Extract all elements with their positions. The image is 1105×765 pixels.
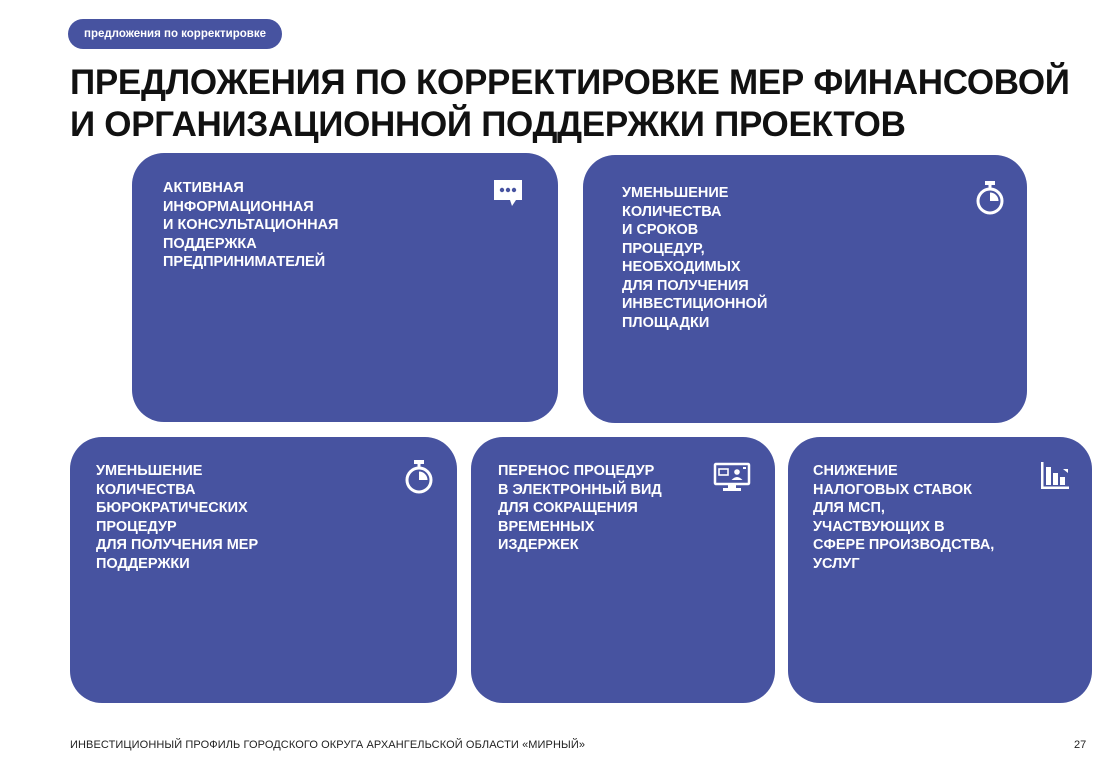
card-line: ПРОЦЕДУР, <box>622 240 705 257</box>
card-line: ИНФОРМАЦИОННАЯ <box>163 198 314 215</box>
card-line: НАЛОГОВЫХ СТАВОК <box>813 481 973 498</box>
card-line: ПОДДЕРЖКА <box>163 235 257 252</box>
card-line: И СРОКОВ <box>622 222 699 238</box>
card-text <box>813 462 994 573</box>
card-bureaucracy <box>70 437 457 703</box>
card-line: ПРОЦЕДУР <box>96 518 177 535</box>
card-line: ДЛЯ СОКРАЩЕНИЯ <box>498 500 638 516</box>
stopwatch-icon <box>403 459 435 495</box>
card-line: СФЕРЕ ПРОИЗВОДСТВА, <box>813 537 995 553</box>
card-info-support <box>132 153 558 422</box>
card-tax-rates <box>788 437 1092 703</box>
card-line: ПОДДЕРЖКИ <box>96 555 190 572</box>
card-text <box>498 462 662 555</box>
card-line: КОЛИЧЕСТВА <box>622 203 722 220</box>
card-line: СНИЖЕНИЕ <box>813 463 898 479</box>
card-text <box>163 179 338 272</box>
bar-chart-icon <box>1039 459 1071 491</box>
card-line: УМЕНЬШЕНИЕ <box>96 463 203 479</box>
title-line: ПРЕДЛОЖЕНИЯ ПО КОРРЕКТИРОВКЕ МЕР ФИНАНСОВОЙ <box>70 63 1070 102</box>
card-investment-procedures <box>583 155 1027 423</box>
card-line: ПЕРЕНОС ПРОЦЕДУР <box>498 463 655 479</box>
card-line: КОЛИЧЕСТВА <box>96 481 196 498</box>
page-number: 27 <box>1074 739 1087 751</box>
card-electronic-procedures <box>471 437 775 703</box>
monitor-screen-icon <box>713 461 751 493</box>
card-line: БЮРОКРАТИЧЕСКИХ <box>96 500 248 516</box>
card-line: ДЛЯ МСП, <box>813 500 885 516</box>
card-line: ИНВЕСТИЦИОННОЙ <box>622 296 768 312</box>
card-line: В ЭЛЕКТРОННЫЙ ВИД <box>498 481 662 498</box>
card-text <box>96 462 258 573</box>
card-line: ПРЕДПРИНИМАТЕЛЕЙ <box>163 254 326 270</box>
card-line: ДЛЯ ПОЛУЧЕНИЯ <box>622 277 749 294</box>
title-line: И ОРГАНИЗАЦИОННОЙ ПОДДЕРЖКИ ПРОЕКТОВ <box>70 105 906 144</box>
card-line: УЧАСТВУЮЩИХ В <box>813 518 945 535</box>
card-line: ИЗДЕРЖЕК <box>498 537 579 553</box>
chat-bubble-icon <box>492 178 524 208</box>
card-line: ВРЕМЕННЫХ <box>498 518 595 535</box>
card-line: ДЛЯ ПОЛУЧЕНИЯ МЕР <box>96 537 259 553</box>
footer-text: ИНВЕСТИЦИОННЫЙ ПРОФИЛЬ ГОРОДСКОГО ОКРУГА АРХАНГЕЛЬСКОЙ ОБЛАСТИ «МИРНЫЙ» <box>70 739 586 751</box>
stopwatch-icon <box>974 180 1006 216</box>
card-line: НЕОБХОДИМЫХ <box>622 259 741 275</box>
card-line: АКТИВНАЯ <box>163 180 244 196</box>
card-line: УМЕНЬШЕНИЕ <box>622 185 729 201</box>
card-text <box>622 184 767 332</box>
card-line: И КОНСУЛЬТАЦИОННАЯ <box>163 217 339 233</box>
section-tag: предложения по корректировке <box>68 19 282 49</box>
card-line: УСЛУГ <box>813 555 860 572</box>
page-title <box>70 62 1070 146</box>
card-line: ПЛОЩАДКИ <box>622 314 710 331</box>
